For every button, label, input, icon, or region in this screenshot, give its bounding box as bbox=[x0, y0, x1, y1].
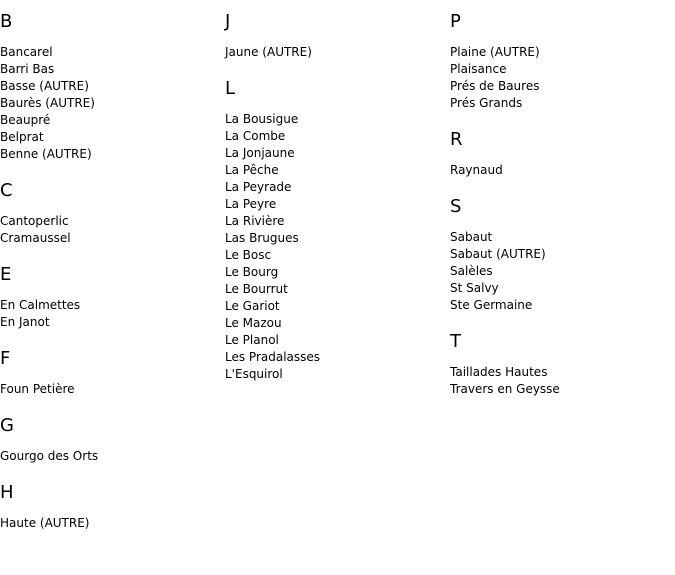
place-link[interactable]: Prés Grands bbox=[450, 96, 523, 110]
index-column bbox=[0, 10, 220, 548]
place-link[interactable]: Las Brugues bbox=[225, 231, 299, 245]
letter-section bbox=[450, 195, 670, 314]
place-link[interactable]: La Peyrade bbox=[225, 180, 292, 194]
place-link[interactable]: Cantoperlic bbox=[0, 214, 69, 228]
entry-list bbox=[0, 213, 220, 247]
place-link[interactable]: Le Gariot bbox=[225, 299, 280, 313]
place-link[interactable]: Belprat bbox=[0, 130, 44, 144]
place-link[interactable]: Cramaussel bbox=[0, 231, 71, 245]
letter-section bbox=[0, 263, 220, 331]
place-link[interactable]: Salèles bbox=[450, 264, 493, 278]
place-link[interactable]: Gourgo des Orts bbox=[0, 449, 99, 463]
place-link[interactable]: Le Bourrut bbox=[225, 282, 288, 296]
entry-list bbox=[225, 44, 445, 61]
entry-list bbox=[0, 44, 220, 163]
place-link[interactable]: Benne (AUTRE) bbox=[0, 147, 92, 161]
index-column bbox=[225, 10, 445, 399]
section-letter-heading: F bbox=[0, 348, 11, 369]
place-link[interactable]: Plaisance bbox=[450, 62, 507, 76]
entry-list bbox=[0, 515, 220, 532]
letter-section bbox=[0, 347, 220, 398]
entry-list bbox=[450, 162, 670, 179]
index-column bbox=[450, 10, 670, 414]
section-letter-heading: B bbox=[0, 11, 13, 32]
place-link[interactable]: Jaune (AUTRE) bbox=[225, 45, 312, 59]
section-letter-heading: C bbox=[0, 180, 13, 201]
section-letter-heading: J bbox=[225, 11, 231, 32]
place-link[interactable]: Ste Germaine bbox=[450, 298, 533, 312]
letter-section bbox=[225, 77, 445, 383]
letter-section bbox=[0, 414, 220, 465]
place-link[interactable]: Taillades Hautes bbox=[450, 365, 548, 379]
place-link[interactable]: En Janot bbox=[0, 315, 50, 329]
place-link[interactable]: Plaine (AUTRE) bbox=[450, 45, 540, 59]
entry-list bbox=[450, 229, 670, 314]
place-link[interactable]: La Combe bbox=[225, 129, 286, 143]
place-link[interactable]: L'Esquirol bbox=[225, 367, 283, 381]
letter-section bbox=[0, 10, 220, 163]
section-letter-heading: S bbox=[450, 196, 462, 217]
place-link[interactable]: St Salvy bbox=[450, 281, 499, 295]
section-letter-heading: H bbox=[0, 482, 14, 503]
place-link[interactable]: En Calmettes bbox=[0, 298, 81, 312]
place-link[interactable]: Foun Petière bbox=[0, 382, 75, 396]
section-letter-heading: P bbox=[450, 11, 461, 32]
place-link[interactable]: Sabaut (AUTRE) bbox=[450, 247, 546, 261]
entry-list bbox=[0, 448, 220, 465]
entry-list bbox=[0, 297, 220, 331]
letter-section bbox=[0, 481, 220, 532]
entry-list bbox=[0, 381, 220, 398]
place-link[interactable]: Les Pradalasses bbox=[225, 350, 321, 364]
place-link[interactable]: Le Planol bbox=[225, 333, 279, 347]
place-link[interactable]: Beaupré bbox=[0, 113, 51, 127]
section-letter-heading: E bbox=[0, 264, 12, 285]
place-link[interactable]: Prés de Baures bbox=[450, 79, 540, 93]
section-letter-heading: T bbox=[450, 331, 461, 352]
place-link[interactable]: Barri Bas bbox=[0, 62, 55, 76]
letter-section bbox=[225, 10, 445, 61]
place-link[interactable]: Le Mazou bbox=[225, 316, 282, 330]
place-link[interactable]: Basse (AUTRE) bbox=[0, 79, 89, 93]
place-link[interactable]: Sabaut bbox=[450, 230, 493, 244]
entry-list bbox=[450, 44, 670, 112]
place-link[interactable]: La Bousigue bbox=[225, 112, 299, 126]
place-link[interactable]: Travers en Geysse bbox=[450, 382, 560, 396]
place-link[interactable]: Bancarel bbox=[0, 45, 53, 59]
place-link[interactable]: Haute (AUTRE) bbox=[0, 516, 90, 530]
section-letter-heading: R bbox=[450, 129, 463, 150]
place-link[interactable]: Baurès (AUTRE) bbox=[0, 96, 95, 110]
place-link[interactable]: Le Bourg bbox=[225, 265, 279, 279]
letter-section bbox=[450, 10, 670, 112]
place-link[interactable]: La Peyre bbox=[225, 197, 277, 211]
letter-section bbox=[0, 179, 220, 247]
place-link[interactable]: Raynaud bbox=[450, 163, 503, 177]
letter-section bbox=[450, 330, 670, 398]
section-letter-heading: G bbox=[0, 415, 14, 436]
entry-list bbox=[450, 364, 670, 398]
place-link[interactable]: La Jonjaune bbox=[225, 146, 295, 160]
place-link[interactable]: La Pêche bbox=[225, 163, 279, 177]
entry-list bbox=[225, 111, 445, 383]
section-letter-heading: L bbox=[225, 78, 236, 99]
place-link[interactable]: La Rivière bbox=[225, 214, 285, 228]
place-link[interactable]: Le Bosc bbox=[225, 248, 272, 262]
letter-section bbox=[450, 128, 670, 179]
